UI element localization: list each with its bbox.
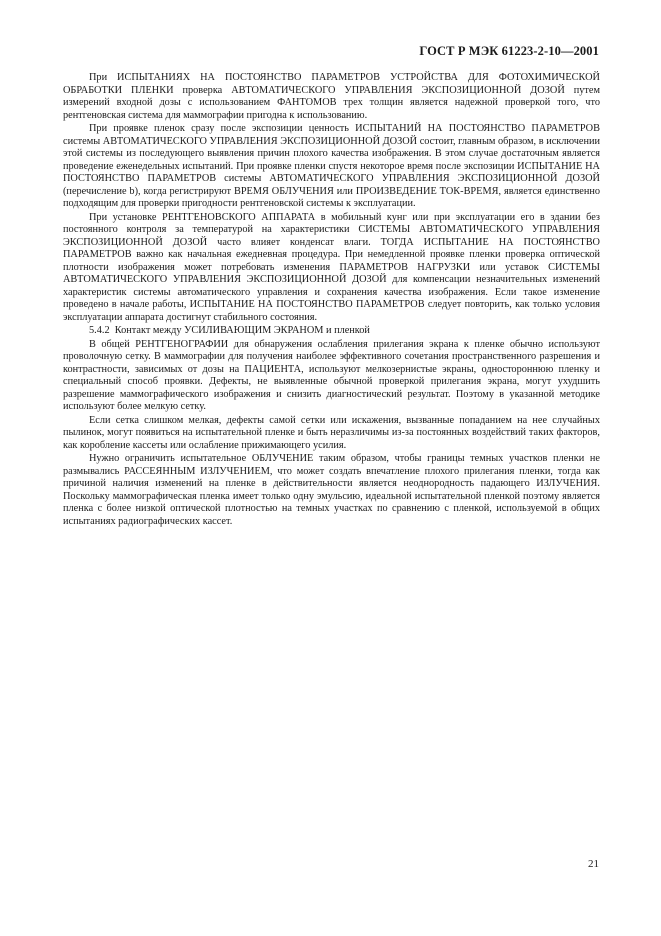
- document-header: ГОСТ Р МЭК 61223-2-10—2001: [419, 44, 599, 58]
- paragraph: При ИСПЫТАНИЯХ НА ПОСТОЯНСТВО ПАРАМЕТРОВ УСТРОЙСТВА ДЛЯ ФОТОХИМИЧЕСКОЙ ОБРАБОТКИ ПЛЕНКИ проверка АВТОМАТИЧЕСКОГО УПРАВЛЕНИЯ ЭКСПОЗИЦИОННОЙ ДОЗОЙ путем измерений входной дозы с использованием ФАНТОМОВ трех толщин является надежной проверкой того, что рентгеновская система для маммографии пригодна к использованию.: [63, 72, 600, 121]
- subsection-number: 5.4.2: [89, 325, 110, 336]
- paragraph: При установке РЕНТГЕНОВСКОГО АППАРАТА в мобильный кунг или при эксплуатации его в здании без постоянного контроля за температурой на характеристики СИСТЕМЫ АВТОМАТИЧЕСКОГО УПРАВЛЕНИЯ ЭКСПОЗИЦИОННОЙ ДОЗОЙ часто влияет конденсат влаги. ТОГДА ИСПЫТАНИЕ НА ПОСТОЯНСТВО ПАРАМЕТРОВ важно как начальная ежедневная процедура. При немедленной проявке пленки проверка оптической плотности изображения может потребовать изменения ПАРАМЕТРОВ НАГРУЗКИ или уставок СИСТЕМЫ АВТОМАТИЧЕСКОГО УПРАВЛЕНИЯ ЭКСПОЗИЦИОННОЙ ДОЗОЙ для компенсации незначительных изменений характеристик системы автоматического управления и сохранения качества изображения. Если такое изменение проведено в начале работы, ИСПЫТАНИЕ НА ПОСТОЯНСТВО ПАРАМЕТРОВ следует повторить, как только условия эксплуатации аппарата достигнут стабильного состояния.: [63, 211, 600, 323]
- paragraph: При проявке пленок сразу после экспозиции ценность ИСПЫТАНИЙ НА ПОСТОЯНСТВО ПАРАМЕТРОВ системы АВТОМАТИЧЕСКОГО УПРАВЛЕНИЯ ЭКСПОЗИЦИОННОЙ ДОЗОЙ состоит, главным образом, в исключении этой системы из последующего выявления причин плохого качества изображения. В этом случае достаточным является проведение еженедельных испытаний. При проявке пленки спустя некоторое время после экспозиции ИСПЫТАНИЕ НА ПОСТОЯНСТВО ПАРАМЕТРОВ системы АВТОМАТИЧЕСКОГО УПРАВЛЕНИЯ ЭКСПОЗИЦИОННОЙ ДОЗОЙ (перечисление b), когда регистрируют ВРЕМЯ ОБЛУЧЕНИЯ или ПРОИЗВЕДЕНИЕ ТОК-ВРЕМЯ, является единственно подходящим для проверки пригодности рентгеновской системы к эксплуатации.: [63, 123, 600, 209]
- paragraph: В общей РЕНТГЕНОГРАФИИ для обнаружения ослабления прилегания экрана к пленке обычно используют проволочную сетку. В маммографии для получения наиболее эффективного сочетания пространственного разрешения и контрастности, зависимых от дозы на ПАЦИЕНТА, используют мелкозернистые экраны, одностороннюю пленку и специальный способ проявки. Дефекты, не выявленные обычной проверкой прилегания экрана, могут ухудшить разрешение маммографического изображения и снизить диагностический результат. Поэтому в указанной методике используют более мелкую сетку.: [63, 338, 600, 412]
- subsection-title: Контакт между УСИЛИВАЮЩИМ ЭКРАНОМ и пленкой: [114, 325, 370, 336]
- paragraph: Если сетка слишком мелкая, дефекты самой сетки или искажения, вызванные попаданием на нее случайных пылинок, могут появиться на испытательной пленке и быть неразличимы из-за постоянных воздействий таких факторов, как коробление кассеты или ослабление прижимающего усилия.: [63, 414, 600, 451]
- document-body: [63, 72, 600, 529]
- page-number: 21: [588, 858, 599, 870]
- subsection-heading: [63, 325, 600, 338]
- paragraph: Нужно ограничить испытательное ОБЛУЧЕНИЕ таким образом, чтобы границы темных участков пленки не размывались РАССЕЯННЫМ ИЗЛУЧЕНИЕМ, что может создать впечатление плохого прилегания пленки, тогда как причиной наличия изменений на пленке в действительности является неоднородность падающего ИЗЛУЧЕНИЯ. Поскольку маммографическая пленка имеет только одну эмульсию, идеальной испытательной пленкой поэтому является пленка с более низкой оптической плотностью на темных участках по сравнению с пленкой, используемой в общих испытаниях радиографических кассет.: [63, 453, 600, 527]
